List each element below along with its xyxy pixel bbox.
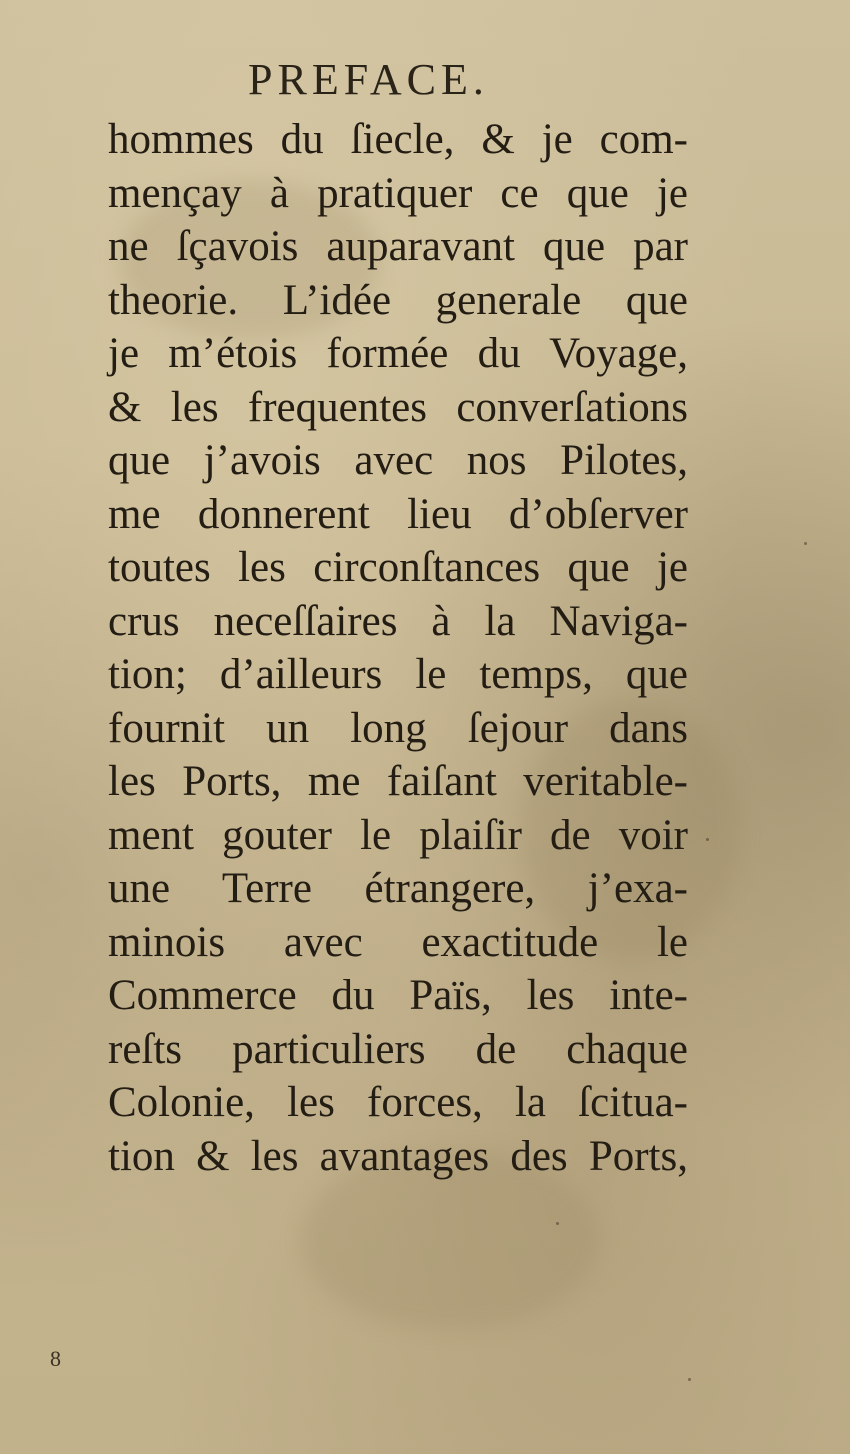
ink-speck [556, 1222, 559, 1225]
text-line: je m’étois formée du Voyage, [108, 330, 688, 377]
text-line: me donnerent lieu d’obſerver [108, 490, 688, 538]
ink-speck [706, 838, 709, 841]
text-line: hommes du ſiecle, & je com- [108, 116, 688, 163]
body-text [108, 113, 688, 1183]
text-line: reſts particuliers de chaque [108, 1025, 688, 1073]
text-line: & les frequentes converſations [108, 383, 688, 431]
text-line: ne ſçavois auparavant que par [108, 223, 688, 270]
text-line: crus neceſſaires à la Naviga- [108, 597, 688, 645]
text-line: une Terre étrangere, j’exa- [108, 865, 688, 912]
text-line: Commerce du Païs, les inte- [108, 972, 688, 1019]
text-line: minois avec exactitude le [108, 918, 688, 966]
text-line: Colonie, les forces, la ſcitua- [108, 1079, 688, 1126]
folio-number: 8 [50, 1346, 61, 1371]
ink-speck [804, 542, 807, 545]
ink-speck [688, 1378, 691, 1381]
text-line: tion; d’ailleurs le temps, que [108, 651, 688, 698]
text-line: theorie. L’idée generale que [108, 276, 688, 324]
text-line: fournit un long ſejour dans [108, 704, 688, 752]
running-head: PREFACE. [248, 55, 489, 104]
text-line: ment gouter le plaiſir de voir [108, 811, 688, 859]
text-line: tion & les avantages des Ports, [108, 1132, 688, 1180]
text-line: les Ports, me faiſant veritable- [108, 758, 688, 805]
text-line: que j’avois avec nos Pilotes, [108, 437, 688, 484]
text-line: mençay à pratiquer ce que je [108, 169, 688, 217]
text-line: toutes les circonſtances que je [108, 544, 688, 591]
